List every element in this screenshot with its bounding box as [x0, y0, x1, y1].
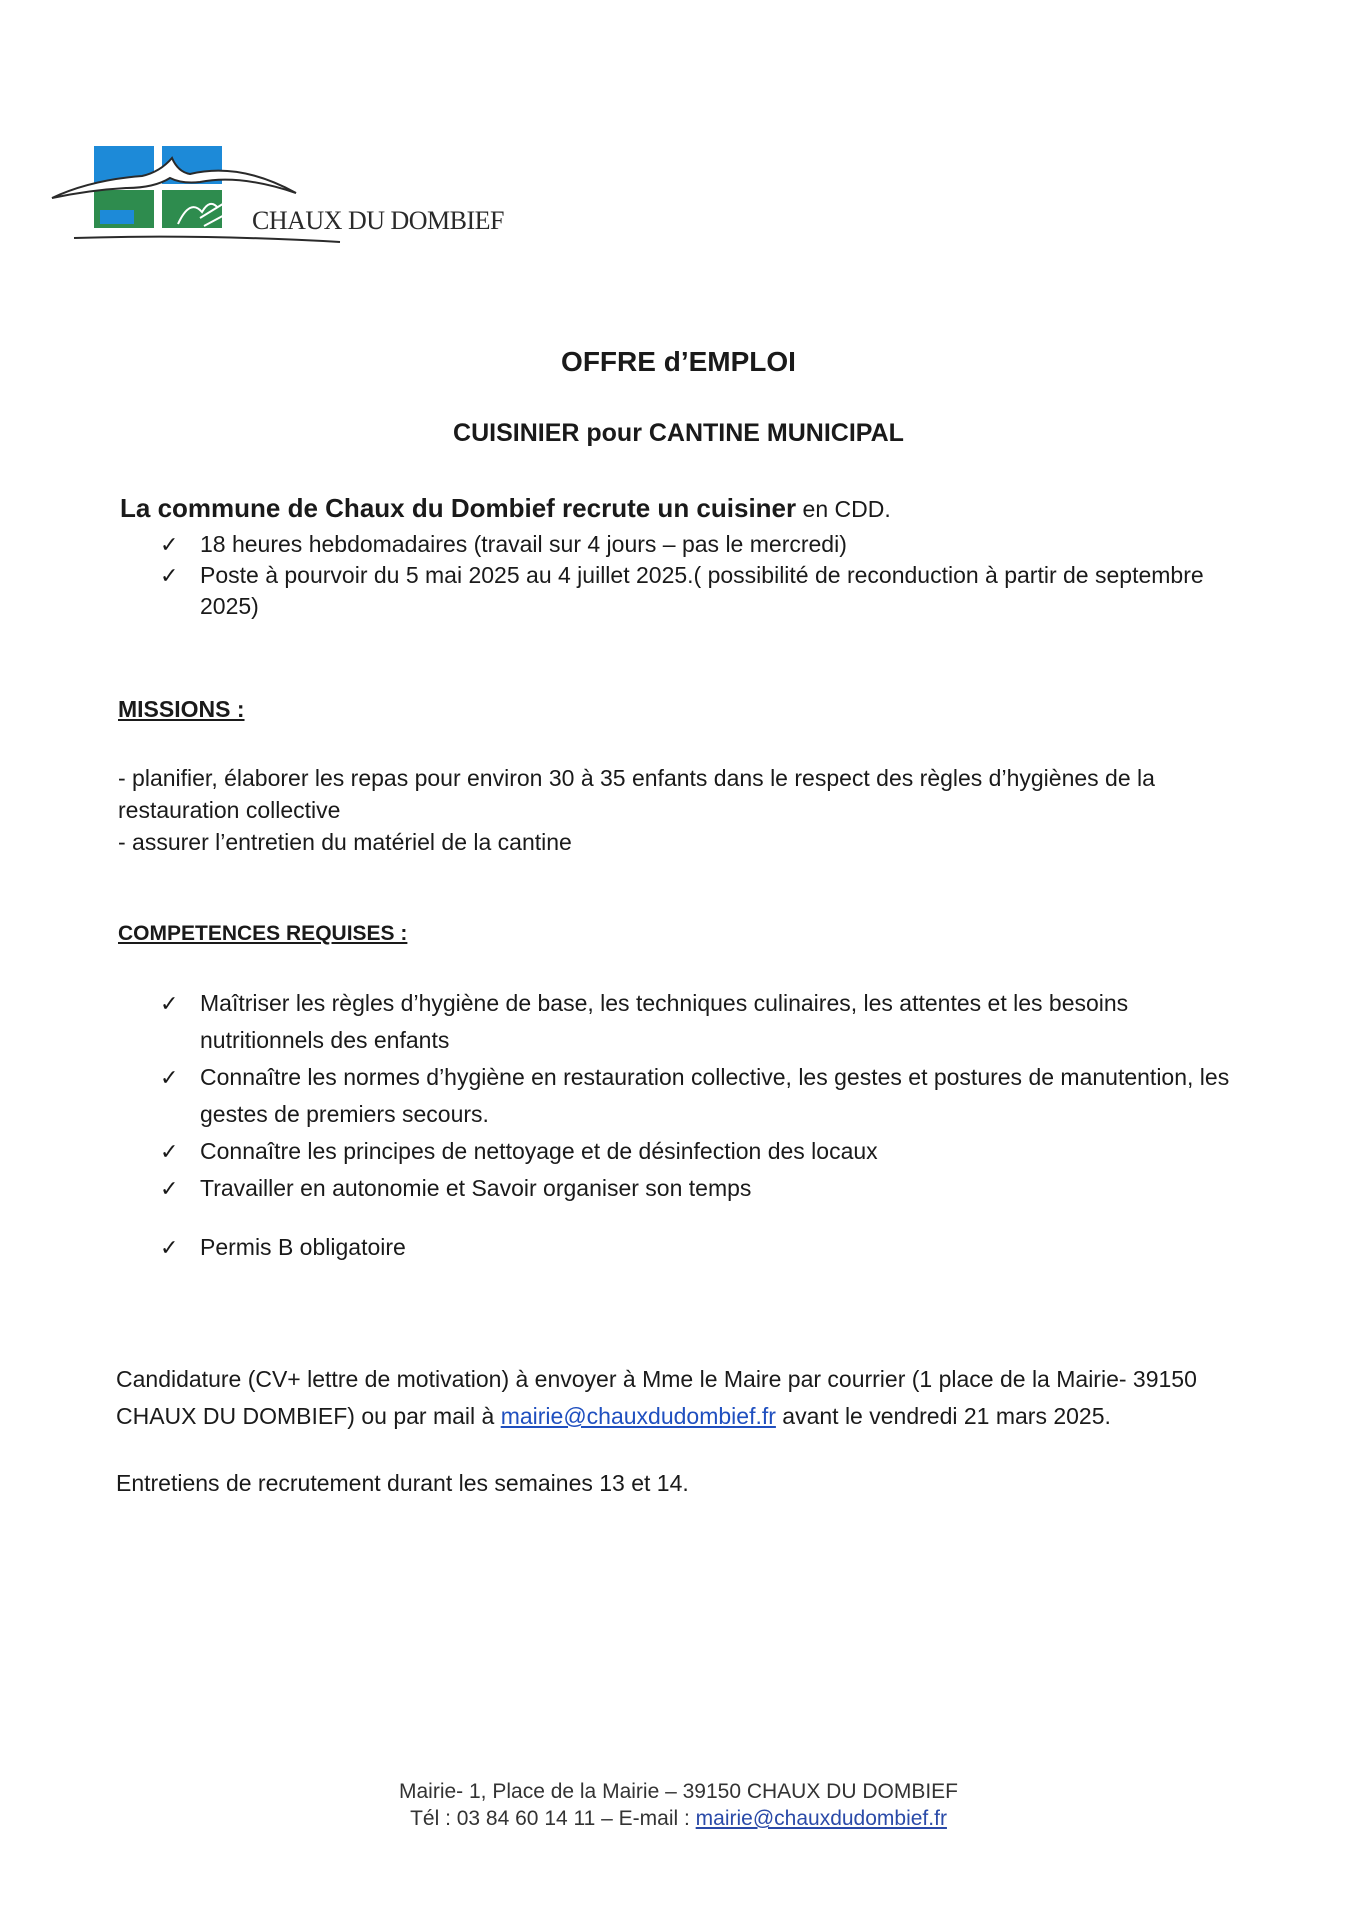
document-title: OFFRE d’EMPLOI	[561, 346, 796, 377]
list-item: ✓ Connaître les principes de nettoyage et de désinfection des locaux	[160, 1133, 1230, 1170]
checkmark-icon: ✓	[160, 1235, 179, 1260]
mission-item: - assurer l’entretien du matériel de la cantine	[118, 829, 572, 855]
checkmark-icon: ✓	[160, 563, 179, 588]
conditions-list	[160, 529, 1220, 622]
checkmark-icon: ✓	[160, 1139, 179, 1164]
list-item: ✓ 18 heures hebdomadaires (travail sur 4 jours – pas le mercredi)	[160, 529, 1220, 560]
interviews-paragraph: Entretiens de recrutement durant les semaines 13 et 14.	[116, 1470, 689, 1496]
list-item: ✓ Maîtriser les règles d’hygiène de base, les techniques culinaires, les attentes et les besoins nutritionnels des enfants	[160, 985, 1230, 1059]
checkmark-icon: ✓	[160, 1176, 179, 1201]
competences-heading: COMPETENCES REQUISES :	[118, 922, 408, 945]
footer-contact: Tél : 03 84 60 14 11 – E-mail : mairie@chauxdudombief.fr	[410, 1807, 947, 1830]
logo-underline	[74, 237, 340, 242]
list-item: ✓ Connaître les normes d’hygiène en restauration collective, les gestes et postures de manutention, les gestes de premiers secours.	[160, 1059, 1230, 1133]
competences-list	[160, 985, 1230, 1266]
job-title: CUISINIER pour CANTINE MUNICIPAL	[453, 419, 904, 447]
intro-line	[120, 493, 891, 524]
footer	[0, 1778, 1357, 1832]
application-paragraph: Candidature (CV+ lettre de motivation) à envoyer à Mme le Maire par courrier (1 place de la Mairie- 39150 CHAUX DU DOMBIEF) ou par mail à mairie@chauxdudombief.fr avant le vendredi 21 mars 2025.	[116, 1366, 1197, 1429]
logo-text: CHAUX DU DOMBIEF	[252, 206, 505, 235]
mission-item: - planifier, élaborer les repas pour environ 30 à 35 enfants dans le respect des règles d’hygiènes de la restauration collective	[118, 765, 1155, 823]
footer-address: Mairie- 1, Place de la Mairie – 39150 CHAUX DU DOMBIEF	[398, 1780, 959, 1803]
list-item: ✓ Poste à pourvoir du 5 mai 2025 au 4 juillet 2025.( possibilité de reconduction à partir de septembre 2025)	[160, 562, 1204, 619]
application-email-link[interactable]: mairie@chauxdudombief.fr	[500, 1403, 776, 1429]
list-item: ✓ Travailler en autonomie et Savoir organiser son temps	[160, 1170, 1230, 1207]
checkmark-icon: ✓	[160, 991, 179, 1016]
checkmark-icon: ✓	[160, 1065, 179, 1090]
footer-email-link[interactable]: mairie@chauxdudombief.fr	[695, 1807, 947, 1830]
intro-rest: en CDD.	[796, 496, 891, 522]
commune-logo	[50, 138, 520, 258]
missions-heading: MISSIONS :	[118, 696, 245, 722]
checkmark-icon: ✓	[160, 532, 179, 557]
intro-bold: La commune de Chaux du Dombief recrute un cuisiner	[120, 493, 797, 523]
missions-text	[118, 762, 1248, 858]
list-item: ✓ Permis B obligatoire	[160, 1229, 1230, 1266]
